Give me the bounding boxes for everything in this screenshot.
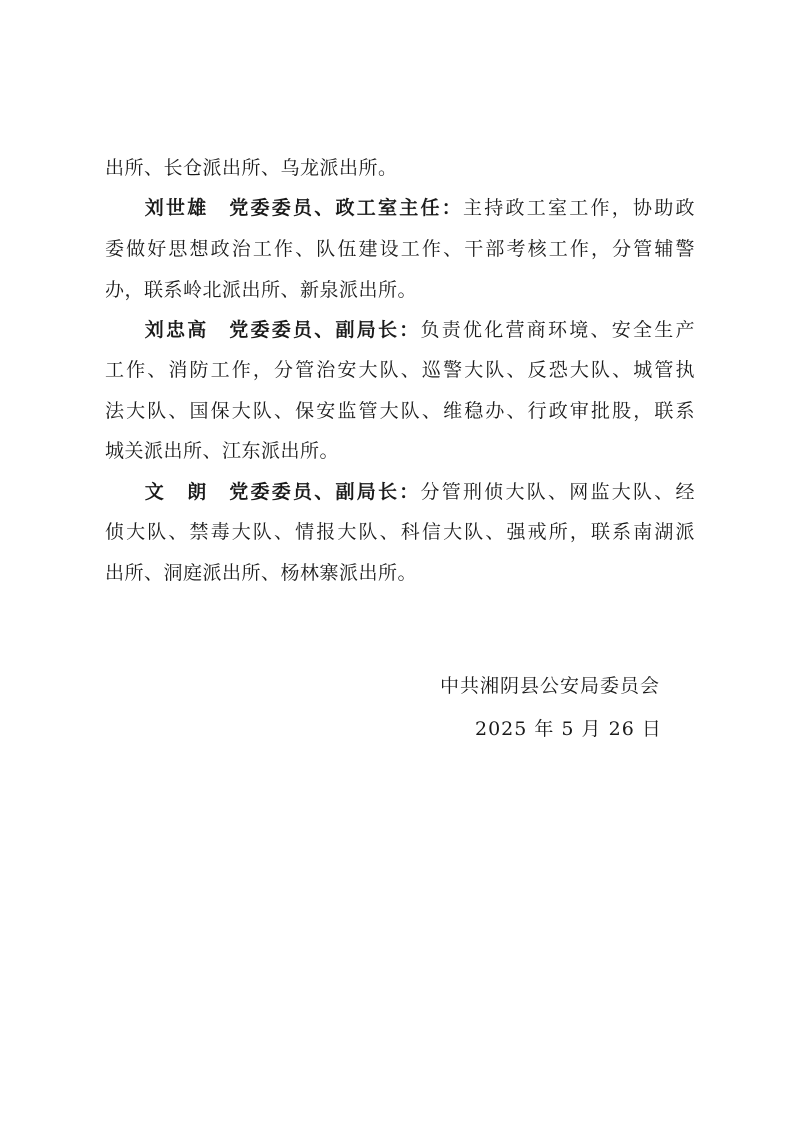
person-name: 刘忠高 (143, 319, 209, 341)
person-title: 党委委员、副局长： (227, 319, 421, 341)
body-text: 出所、洞庭派出所、杨林寨派出所。 (105, 562, 418, 584)
body-text: 主持政工室工作，协助政 (462, 197, 695, 219)
paragraph-line (105, 231, 695, 267)
body-text: 城关派出所、江东派出所。 (105, 440, 340, 462)
body-text: 委做好思想政治工作、队伍建设工作、干部考核工作，分管辅警 (105, 238, 695, 260)
body-text: 负责优化营商环境、安全生产 (420, 319, 695, 341)
paragraph-line (105, 514, 695, 550)
person-title: 党委委员、政工室主任： (227, 197, 463, 219)
signature-organization: 中共湘阴县公安局委员会 (440, 675, 661, 697)
body-text: 分管刑侦大队、网监大队、经 (420, 481, 695, 503)
paragraph-line (105, 352, 695, 388)
paragraph-line (105, 555, 695, 591)
signature-date: 2025 年 5 月 26 日 (475, 718, 662, 740)
body-text: 办，联系岭北派出所、新泉派出所。 (105, 279, 418, 301)
body-text: 侦大队、禁毒大队、情报大队、科信大队、强戒所，联系南湖派 (105, 521, 695, 543)
person-name: 文 朗 (143, 481, 209, 503)
person-title: 党委委员、副局长： (227, 481, 421, 503)
paragraph-line (105, 393, 695, 429)
paragraph-line (105, 150, 695, 186)
paragraph-line (105, 474, 695, 510)
paragraph-line (105, 312, 695, 348)
body-text: 法大队、国保大队、保安监管大队、维稳办、行政审批股，联系 (105, 400, 695, 422)
body-text: 工作、消防工作，分管治安大队、巡警大队、反恐大队、城管执 (105, 359, 695, 381)
paragraph-line (105, 433, 695, 469)
paragraph-line (105, 190, 695, 226)
person-name: 刘世雄 (143, 197, 209, 219)
paragraph-line (105, 272, 695, 308)
body-text: 出所、长仓派出所、乌龙派出所。 (105, 157, 398, 179)
